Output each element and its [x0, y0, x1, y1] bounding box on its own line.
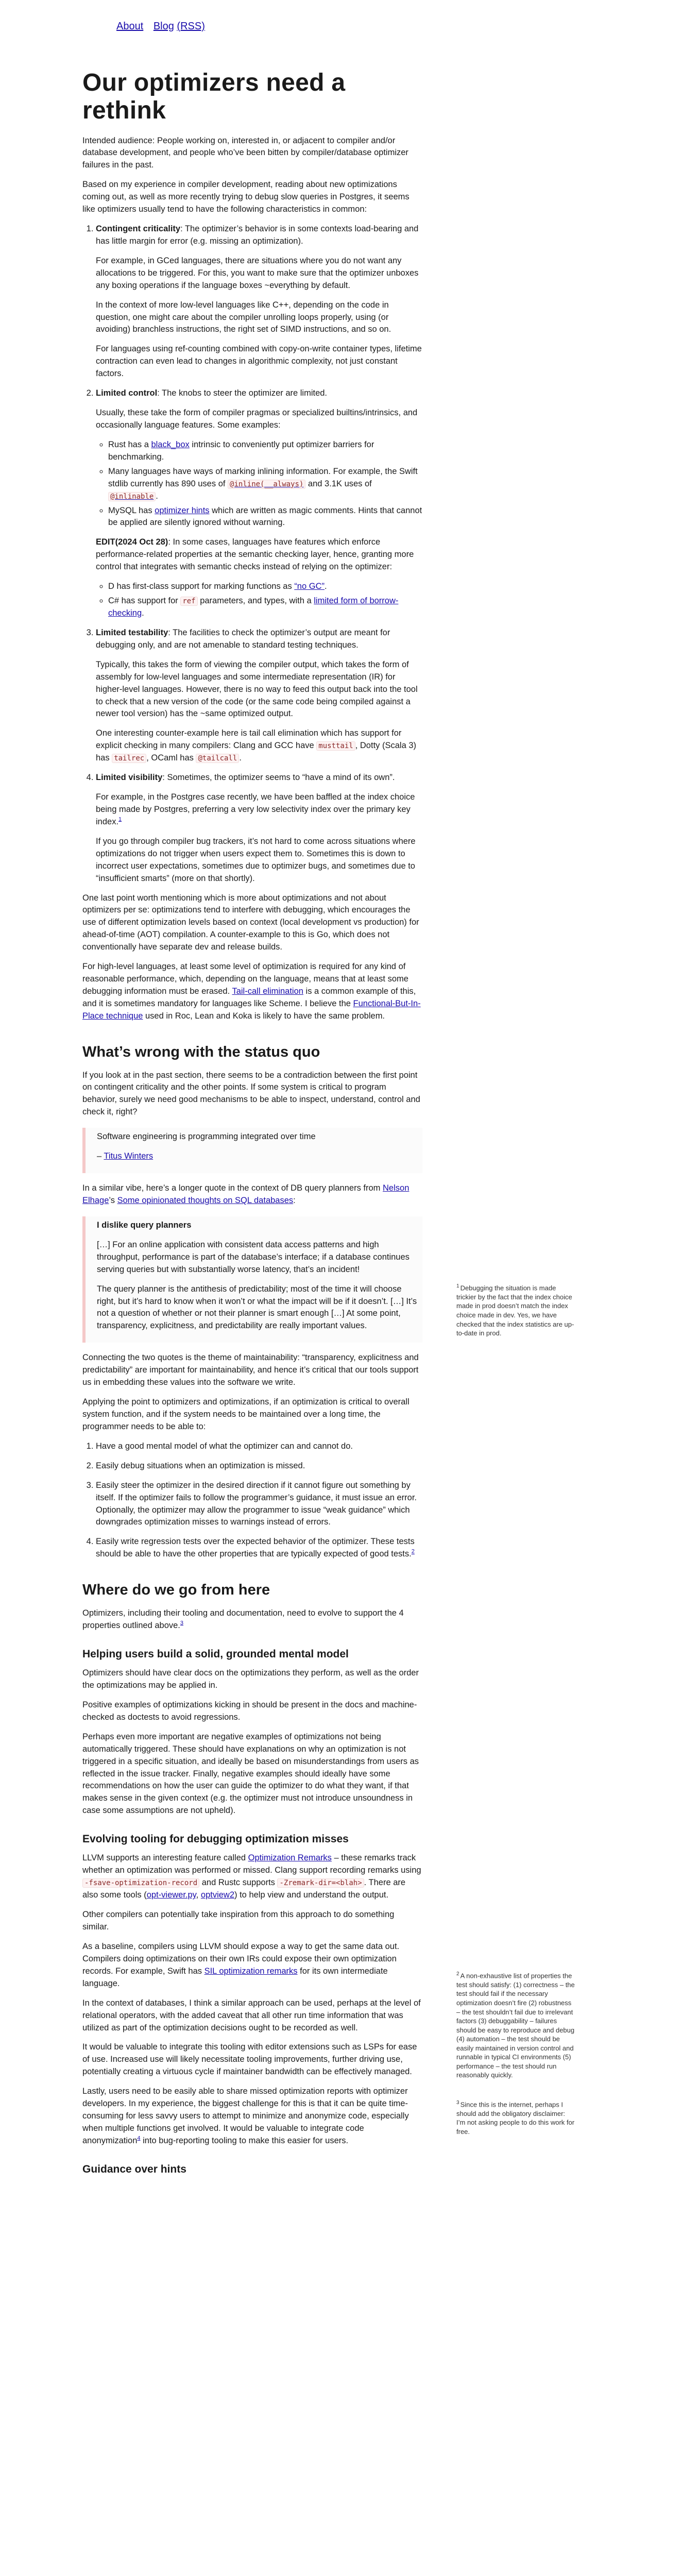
text-span: ) to help view and understand the output. — [234, 1890, 389, 1900]
control-lead: Limited control — [96, 388, 158, 398]
list-item — [108, 581, 422, 593]
criticality-para-cpp: In the context of more low-level languages like C++, depending on the code in question, one might care about the compiler unrolling loops properly, using (or avoiding) branchless instructions, the right set of SIMD instructions, and so on. — [96, 300, 391, 334]
text-span: Easily write regression tests over the expected behavior of the optimizer. These tests should be able to have the other properties that are typically expected of good tests. — [96, 1537, 415, 1559]
sidenote-1-text: Debugging the situation is made trickier by the fact that the index choice made in prod doesn’t match the index choice made in dev. Yes, we have checked that the index statistics are up-to-date in prod. — [456, 1284, 574, 1337]
needs-list — [82, 1440, 422, 1561]
sil-remarks-link[interactable]: SIL optimization remarks — [204, 1966, 298, 1976]
visibility-text: : Sometimes, the optimizer seems to “have a mind of its own”. — [162, 773, 395, 783]
quote-titus-text: Software engineering is programming integrated over time — [97, 1132, 316, 1142]
criticality-para-gc: For example, in GCed languages, there are situations where you do not want any allocations to be triggered. For this, you want to make sure that the optimizer unboxes any boxing operations if the language boxes ~everything by default. — [96, 256, 419, 290]
sidenote-1-number: 1 — [456, 1283, 459, 1289]
intro-audience: Intended audience: People working on, interested in, or adjacent to compiler and/or database development, and people who’ve been bitten by compiler/database optimizer failures in the past. — [82, 135, 408, 170]
text-span: used in Roc, Lean and Koka is likely to have the same problem. — [143, 1011, 385, 1021]
text-span: For example, in the Postgres case recently, we have been baffled at the index choice being made by Postgres, preferring a very low selectivity index over the primary key index. — [96, 792, 415, 826]
testability-lead: Limited testability — [96, 628, 168, 637]
optview2-link[interactable]: optview2 — [200, 1890, 235, 1900]
testability-text: : The facilities to check the optimizer’s output are meant for debugging only, and are not amenable to standard testing techniques. — [96, 628, 390, 650]
text-span: which are written as magic comments. Hints that cannot be applied are silently ignored without warning. — [108, 505, 422, 528]
no-gc-link[interactable]: “no GC” — [294, 582, 325, 591]
quote-elhage — [82, 1216, 422, 1343]
lastly-para — [82, 2086, 422, 2147]
control-para: Usually, these take the form of compiler pragmas or specialized builtins/intrinsics, and occasionally language features. Some examples: — [96, 408, 418, 430]
top-nav — [116, 21, 212, 32]
nav-about-link[interactable]: About — [116, 21, 144, 32]
tail-call-elimination-link[interactable]: Tail-call elimination — [232, 986, 303, 996]
text-span: , — [196, 1890, 201, 1900]
sidenote-1 — [456, 1283, 575, 1338]
control-examples — [96, 439, 422, 529]
fbip-link[interactable]: Functional-But-In-Place technique — [82, 998, 421, 1021]
sidenote-2-text: A non-exhaustive list of properties the test should satisfy: (1) correctness – the test should fail if the necessary optimization doesn’t fire (2) robustness – the test shouldn’t fail due to irrelevant factors (3) debuggability – failures should be easy to reproduce and debug (4) automation – the test should be easily maintained in version control and runnable in typical CI environments (5) performance – the test should run reasonably quickly. — [456, 1972, 575, 2079]
other-compilers-para: Other compilers can potentially take inspiration from this approach to do something similar. — [82, 1910, 395, 1932]
text-span: and 3.1K uses of — [305, 479, 372, 488]
text-span: C# has support for — [108, 596, 181, 606]
characteristic-control — [96, 387, 422, 620]
text-span: Rust has a — [108, 439, 151, 449]
applying-para: Applying the point to optimizers and optimizations, if an optimization is critical to overall system function, and if the system needs to be maintained over a long time, the programmer needs to be able to: — [82, 1397, 410, 1431]
inline-always-link[interactable] — [228, 479, 305, 488]
section-heading-go-from-here: Where do we go from here — [82, 1582, 270, 1599]
text-span: . — [239, 753, 242, 763]
sidenote-3 — [456, 2099, 575, 2137]
mental-para-negative: Perhaps even more important are negative examples of optimizations not being automatically triggered. These should have explanations on why an optimization is not triggered in a specific situation, and ideally be based on misunderstandings from users as reflected in the issue tracker. Finally, negative examples should ideally have some recommendations on how the user can guide the optimizer to do what they want, if that makes sense in the given context (e.g. the optimizer must not introduce unsoundness in case some assumptions are not upheld). — [82, 1732, 419, 1816]
baseline-para — [82, 1941, 422, 1990]
testability-para-tailcall — [96, 727, 422, 765]
sidenote-3-number: 3 — [456, 2100, 459, 2106]
list-item — [108, 466, 422, 503]
text-span: In a similar vibe, here’s a longer quote in the context of DB query planners from — [82, 1183, 383, 1193]
characteristics-list — [82, 223, 422, 885]
databases-para: In the context of databases, I think a similar approach can be used, perhaps at the level of relational operators, with the added caveat that all other run time information that was utilized as part of the optimization decisions ought to be recorded as well. — [82, 1998, 421, 2032]
quote-elhage-title: I dislike query planners — [97, 1220, 192, 1230]
text-span: MySQL has — [108, 505, 155, 515]
list-item — [96, 1536, 422, 1561]
edit-lead: EDIT(2024 Oct 28) — [96, 537, 168, 547]
list-item: 2. Easily debug situations when an optimization is missed. — [96, 1460, 422, 1472]
list-item: 1. Have a good mental model of what the optimizer can and cannot do. — [96, 1440, 422, 1453]
footnote-1-ref[interactable]: 1 — [118, 816, 122, 823]
text-span: is a common example of this, and it is sometimes mandatory for languages like Scheme. I believe the — [82, 986, 416, 1008]
nav-rss-link[interactable]: (RSS) — [177, 21, 205, 32]
edit-text: : In some cases, languages have features which enforce performance-related properties at the semantic checking layer, hence, granting more control that integrates with semantic checks instead of relying on the optimizer: — [96, 537, 414, 572]
text-span: . — [142, 608, 144, 618]
black-box-link[interactable]: black_box — [151, 439, 190, 449]
intro-experience: Based on my experience in compiler development, reading about new optimizations coming out, as well as more recently trying to debug slow queries in Postgres, it seems like optimizers usually tend to have the following characteristics in common: — [82, 180, 410, 214]
connecting-para: Connecting the two quotes is the theme of maintainability: “transparency, explicitness and predictability” are important for maintainability, and hence it’s critical that our tools support us in embedding these values into the software we write. — [82, 1353, 419, 1387]
text-span: . — [156, 491, 158, 501]
characteristic-visibility — [96, 772, 422, 885]
quote2-intro — [82, 1182, 422, 1207]
subheading-tooling: Evolving tooling for debugging optimization misses — [82, 1833, 349, 1845]
optimizer-hints-link[interactable]: optimizer hints — [155, 505, 210, 515]
characteristic-criticality — [96, 223, 422, 380]
sidenote-3-text: Since this is the internet, perhaps I should add the obligatory disclaimer: I’m not asking people to do this work for free. — [456, 2100, 575, 2136]
testability-para-ir: Typically, this takes the form of viewing the compiler output, which takes the form of assembly for low-level languages and some intermediate representation (IR) for higher-level languages. However, there is no way to feed this output back into the tool to check that a new version of the code (or the same code being compiled against a newer tool version) has the ~same optimized output. — [96, 659, 418, 719]
criticality-para-refcount: For languages using ref-counting combined with copy-on-write container types, lifetime contraction can even lead to changes in algorithmic complexity, not just constant factors. — [96, 344, 422, 379]
tooling-para — [82, 1852, 422, 1902]
text-span: intrinsic to conveniently put optimizer barriers for benchmarking. — [108, 439, 374, 462]
sidenote-2 — [456, 1971, 575, 2080]
text-span: and Rustc supports — [199, 1878, 278, 1888]
inline-always-code: @inline(__always) — [228, 480, 305, 489]
tailcall-code: @tailcall — [196, 754, 239, 763]
list-item: 3. Easily steer the optimizer in the desired direction if it cannot figure out something by itself. If the optimizer fails to follow the programmer’s guidance, it must issue an error. Optionally, the optimizer may allow the programmer to issue “weak guidance” which downgrades optimization misses to warnings instead of errors. — [96, 1480, 422, 1529]
quote-elhage-p2: The query planner is the antithesis of predictability; most of the time it will choose right, but it’s hard to know when it won’t or what the impact will be if it doesn’t. […] It’s not a question of whether or not their planner is smart enough […] At some point, transparency, explicitness, and predictability are really important values. — [97, 1284, 417, 1331]
page-title: Our optimizers need a rethink — [82, 69, 346, 124]
status-intro: If you look at in the past section, there seems to be a contradiction between the first point on contingent criticality and the other points. If some system is critical to program behavior, surely we need good mechanisms to be able to inspect, understand, control and check it, right? — [82, 1070, 420, 1117]
text-span: Lastly, users need to be easily able to share missed optimization reports with optimizer developers. In my experience, the biggest challenge for this is that it can be quite time-consuming for less savvy users to attempt to minimize and anonymize code, especially when multiple functions get involved. It would be valuable to integrate code anonymization — [82, 2087, 409, 2145]
nelson-elhage-link[interactable]: Nelson Elhage — [82, 1183, 410, 1205]
high-level-para — [82, 961, 422, 1023]
sql-databases-link[interactable]: Some opinionated thoughts on SQL databases — [117, 1195, 294, 1205]
text-span: , Dotty (Scala 3) has — [96, 741, 417, 763]
section-heading-status-quo: What’s wrong with the status quo — [82, 1043, 320, 1060]
quote-titus-attribution — [97, 1150, 422, 1163]
text-span: One interesting counter-example here is tail call elimination which has support for explicit checking in many compilers: Clang and GCC have — [96, 728, 402, 751]
footnote-2-ref[interactable]: 2 — [411, 1548, 415, 1555]
inlinable-code: @inlinable — [108, 492, 156, 501]
criticality-lead: Contingent criticality — [96, 224, 181, 234]
text-span: D has first-class support for marking functions as — [108, 582, 295, 591]
subheading-guidance: Guidance over hints — [82, 2163, 186, 2175]
borrow-checking-link[interactable]: limited form of borrow-checking — [108, 596, 399, 618]
go-intro — [82, 1607, 422, 1632]
edit-examples — [96, 581, 422, 620]
fsave-code: -fsave-optimization-record — [82, 1878, 199, 1888]
text-span: Many languages have ways of marking inlining information. For example, the Swift stdlib currently has 890 uses of — [108, 466, 418, 488]
editors-para: It would be valuable to integrate this tooling with editor extensions such as LSPs for ease of use. Increased use will likely necessitate tooling improvements, further driving use, potentially creating a virtuous cycle if maintainer bandwidth can be effectively managed. — [82, 2042, 417, 2077]
quote-titus — [82, 1128, 422, 1173]
characteristic-testability — [96, 627, 422, 765]
musttail-code: musttail — [316, 741, 355, 751]
inlinable-link[interactable] — [108, 492, 156, 501]
mental-para-positive: Positive examples of optimizations kicking in should be present in the docs and machine-checked as doctests to avoid regressions. — [82, 1700, 417, 1722]
list-item — [108, 439, 422, 464]
debugging-para: One last point worth mentioning which is more about optimizations and not about optimizers per se: optimizations tend to interfere with debugging, which encourages the use of different optimization levels based on context (local development vs production) for ahead-of-time (AOT) compilation. A counter-example to this is Go, which does not conventionally have separate dev and release builds. — [82, 893, 419, 952]
tailrec-code: tailrec — [112, 754, 146, 763]
nav-blog-link[interactable]: Blog — [153, 21, 174, 32]
text-span: – these remarks track whether an optimization was performed or missed. Clang support recording remarks using — [82, 1853, 421, 1875]
text-span: ’s — [109, 1195, 117, 1205]
zremark-code: -Zremark-dir=<blah> — [277, 1878, 364, 1888]
text-span: parameters, and types, with a — [197, 596, 314, 606]
subheading-mental-model: Helping users build a solid, grounded mental model — [82, 1648, 349, 1660]
text-span: Optimizers, including their tooling and documentation, need to evolve to support the 4 properties outlined above. — [82, 1608, 404, 1630]
text-span: : — [293, 1195, 296, 1205]
list-item — [108, 505, 422, 530]
text-span: into bug-reporting tooling to make this easier for users. — [140, 2136, 349, 2145]
text-span: for its own intermediate language. — [82, 1966, 388, 1988]
list-item — [108, 595, 422, 620]
footnote-3-ref[interactable]: 3 — [180, 1620, 184, 1626]
ref-code: ref — [180, 597, 197, 606]
control-text: : The knobs to steer the optimizer are limited. — [157, 388, 328, 398]
visibility-lead: Limited visibility — [96, 773, 163, 783]
footnote-4-ref[interactable]: 4 — [137, 2135, 141, 2142]
quote-elhage-p1: […] For an online application with consistent data access patterns and high throughput, performance is part of the database’s interface; if a database continues serving queries but with substantially worse latency, that’s an incident! — [97, 1240, 410, 1274]
text-span: . There are also some tools ( — [82, 1878, 406, 1900]
visibility-para-bugs: If you go through compiler bug trackers, it’s not hard to come across situations where optimizations do not trigger when users expect them to. Sometimes this is down to incorrect user expectations, sometimes due to optimizer bugs, and sometimes due to “insufficient smarts” (more on that shortly). — [96, 836, 416, 883]
optimization-remarks-link[interactable]: Optimization Remarks — [248, 1853, 332, 1863]
article — [82, 62, 422, 2182]
text-span: , OCaml has — [146, 753, 196, 763]
visibility-para-postgres — [96, 791, 422, 828]
criticality-text: : The optimizer’s behavior is in some contexts load-bearing and has little margin for error (e.g. missing an optimization). — [96, 224, 419, 246]
mental-para-docs: Optimizers should have clear docs on the optimizations they perform, as well as the order the optimizations may be applied in. — [82, 1668, 419, 1690]
text-span: . — [325, 582, 327, 591]
text-span: LLVM supports an interesting feature called — [82, 1853, 248, 1863]
opt-viewer-link[interactable]: opt-viewer.py — [146, 1890, 196, 1900]
sidenote-2-number: 2 — [456, 1971, 459, 1977]
text-span: For high-level languages, at least some level of optimization is required for any kind of reasonable performance, which, depending on the language, means that at least some debugging information must be erased. — [82, 962, 408, 996]
text-span: As a baseline, compilers using LLVM should expose a way to get the same data out. Compilers doing optimizations on their own IRs could expose their own optimization records. For example, Swift has — [82, 1942, 400, 1976]
text-span: – — [97, 1151, 104, 1161]
titus-winters-link[interactable]: Titus Winters — [104, 1151, 154, 1161]
